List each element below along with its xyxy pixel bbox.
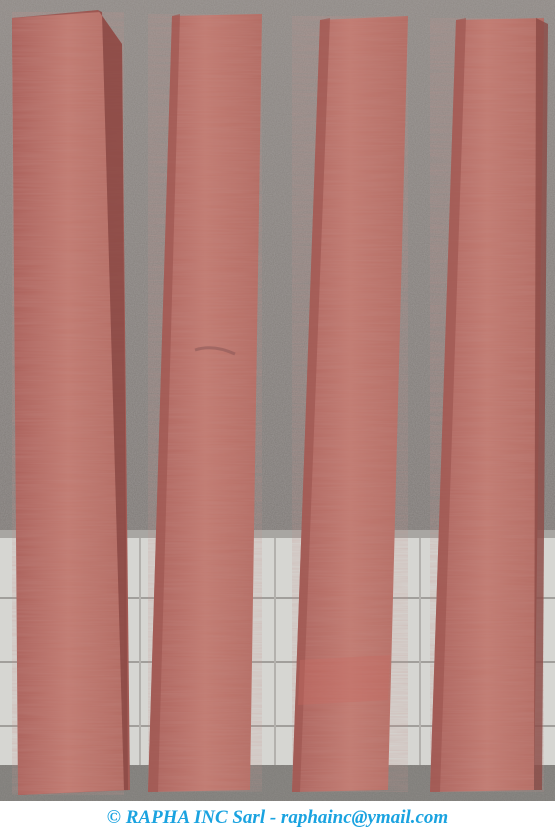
wood-blank-1 bbox=[12, 10, 130, 795]
copyright-watermark: © RAPHA INC Sarl - raphainc@ymail.com bbox=[106, 807, 449, 828]
